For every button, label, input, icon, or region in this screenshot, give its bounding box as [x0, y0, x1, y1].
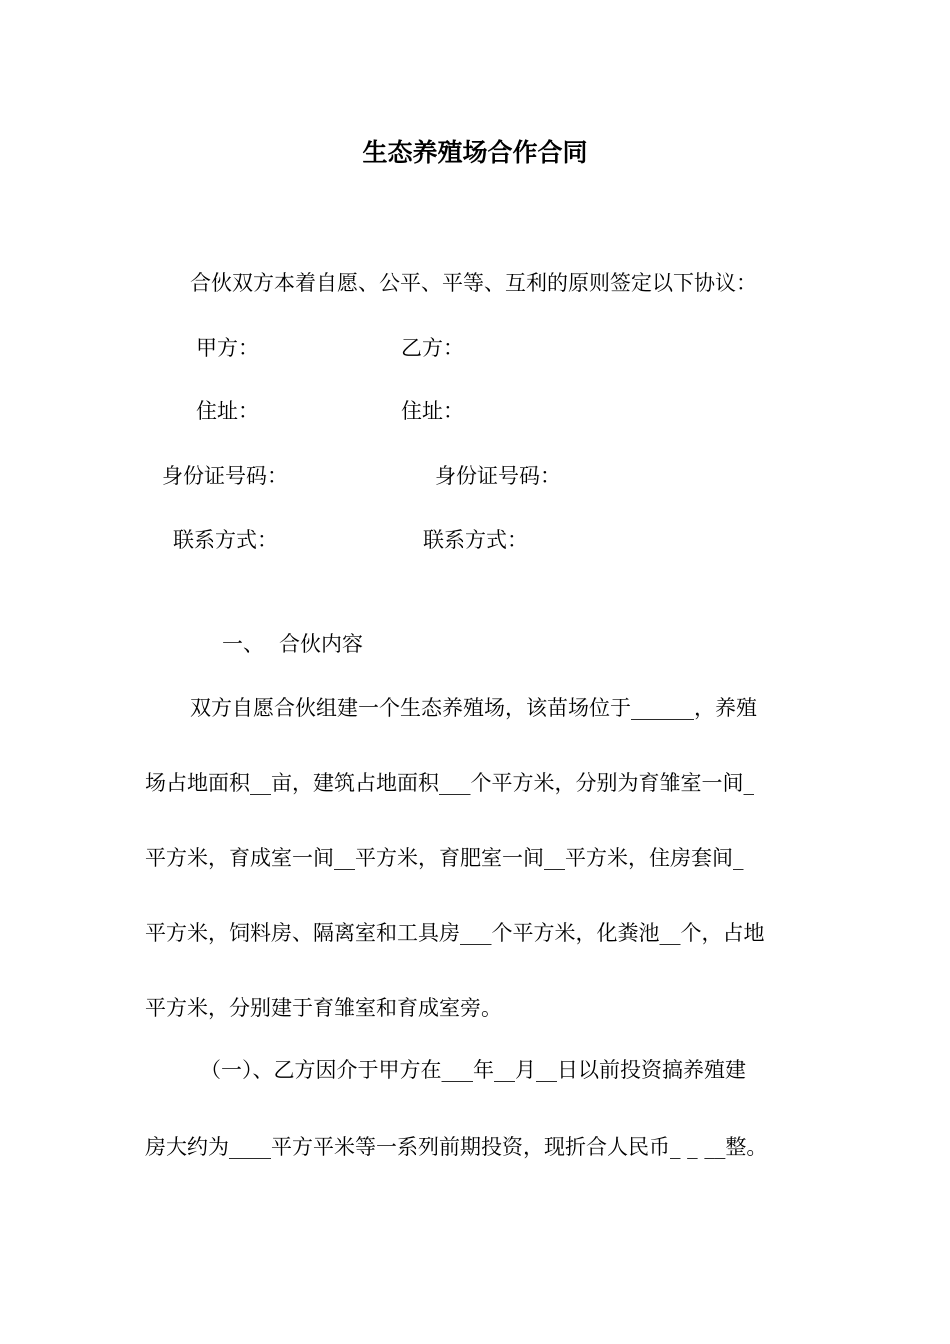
id-b-label: 身份证号码：	[435, 464, 561, 488]
paragraph-line: 平方米，育成室一间__平方米，育肥室一间__平方米，住房套间_	[145, 846, 744, 870]
paragraph-line: （一）、乙方因介于甲方在___年__月__日以前投资搞养殖建	[200, 1058, 746, 1082]
party-a-label: 甲方：	[196, 336, 259, 360]
section-title: 合伙内容	[279, 632, 363, 656]
paragraph-line: 双方自愿合伙组建一个生态养殖场，该苗场位于______，养殖	[190, 696, 757, 720]
party-b-label: 乙方：	[401, 336, 464, 360]
address-b-label: 住址：	[401, 399, 464, 423]
address-a-label: 住址：	[196, 399, 259, 423]
contact-b-label: 联系方式：	[423, 528, 528, 552]
paragraph-line: 房大约为____平方平米等一系列前期投资，现折合人民币_ _ __整。	[145, 1135, 768, 1159]
paragraph-line: 场占地面积__亩，建筑占地面积___个平方米，分别为育雏室一间_	[145, 771, 754, 795]
paragraph-line: 平方米，分别建于育雏室和育成室旁。	[145, 996, 502, 1020]
document-title: 生态养殖场合作合同	[362, 138, 588, 167]
id-a-label: 身份证号码：	[162, 464, 288, 488]
paragraph-line: 平方米，饲料房、隔离室和工具房___个平方米，化粪池__个，占地	[145, 921, 765, 945]
intro-text: 合伙双方本着自愿、公平、平等、互利的原则签定以下协议：	[190, 271, 757, 295]
section-number: 一、	[222, 632, 264, 656]
contact-a-label: 联系方式：	[173, 528, 278, 552]
